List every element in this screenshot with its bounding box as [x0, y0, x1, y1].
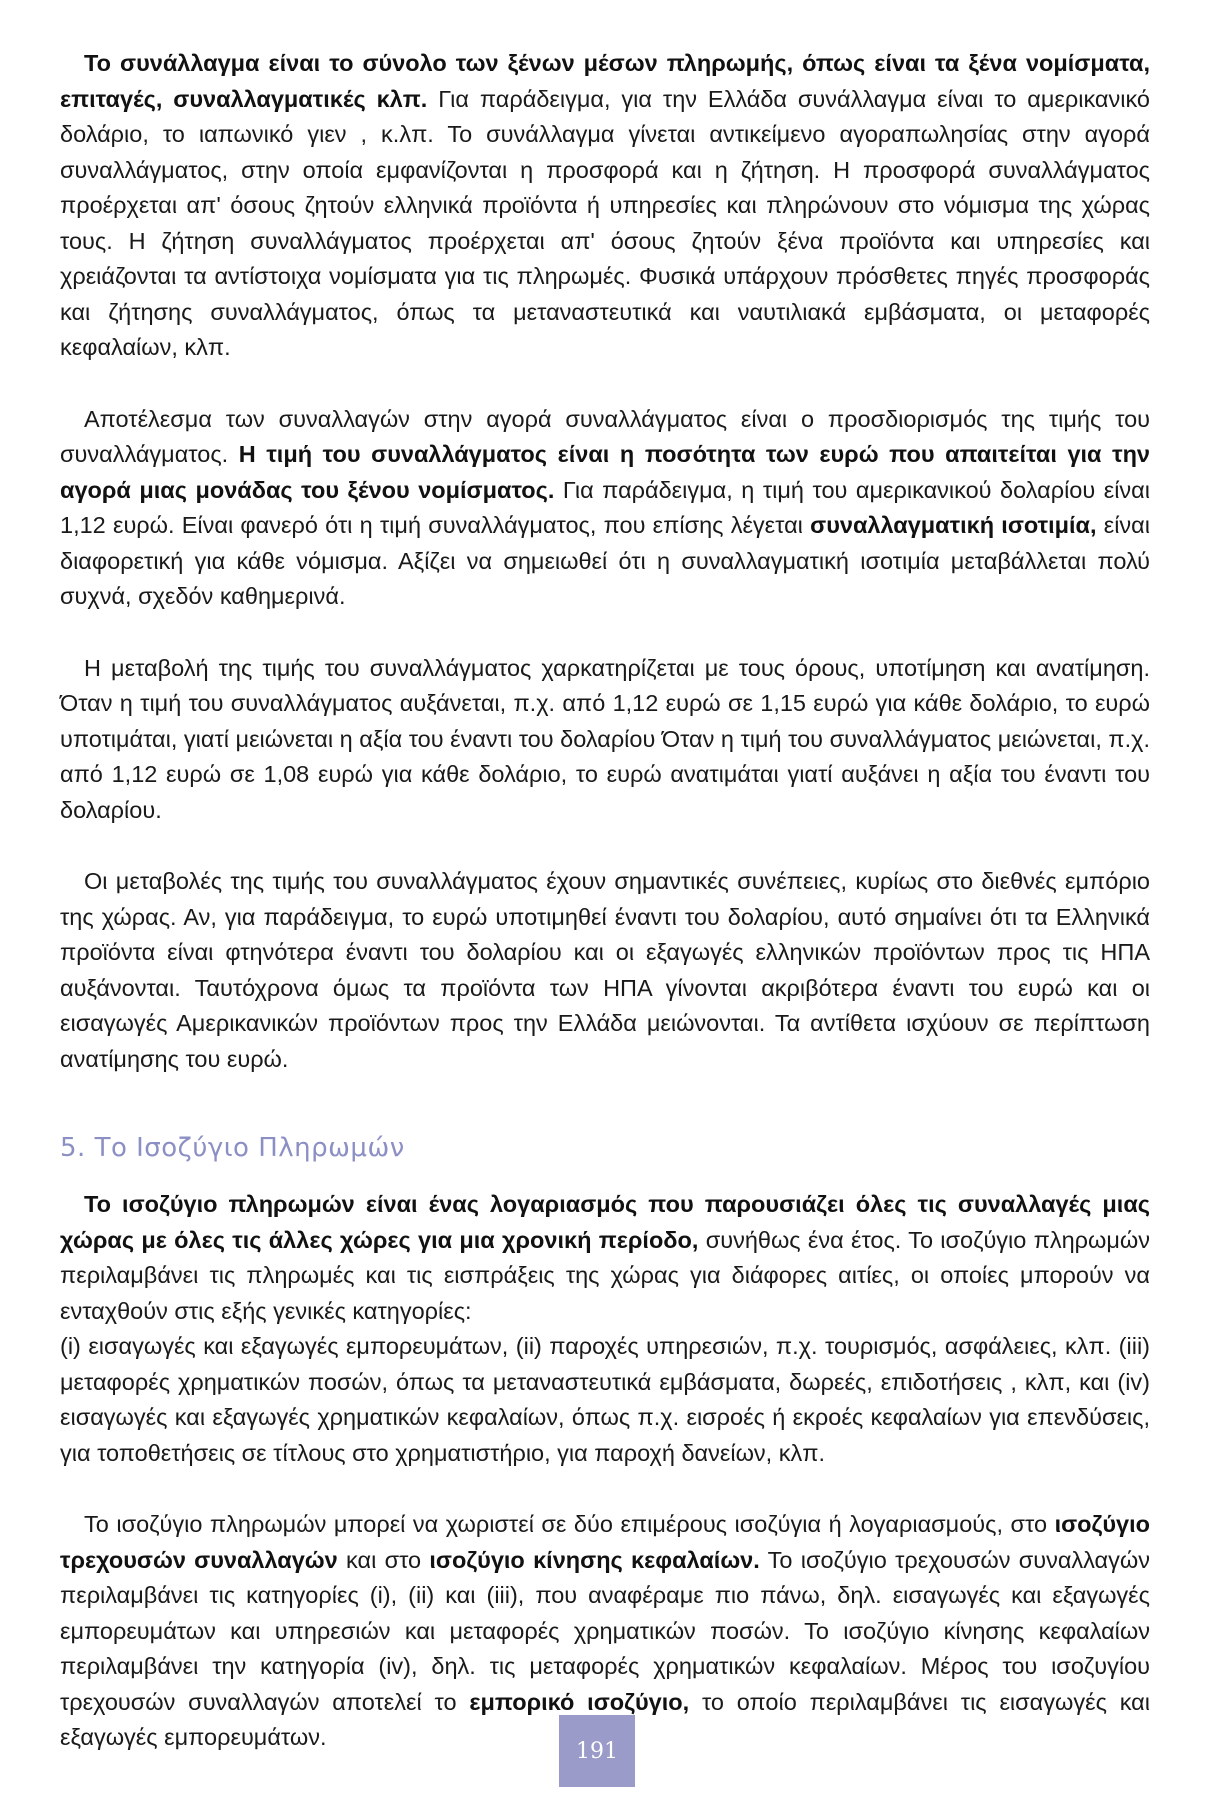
paragraph-text: το οποίο περιλαμβάνει τις εισαγωγές και εξαγωγές εμπορευμάτων.: [60, 1688, 1150, 1750]
bold-term-exchange-rate: συναλλαγματική ισοτιμία,: [810, 512, 1097, 538]
paragraph-consequences: Οι μεταβολές της τιμής του συναλλάγματος έχουν σημαντικές συνέπειες, κυρίως στο διεθνές εμπόριο της χώρας. Αν, για παράδειγμα, το ευρώ υποτιμηθεί έναντι του δολαρίου, αυτό σημαίνει ότι τα Ελληνικά προϊόντα είναι φτηνότερα έναντι του δολαρίου και οι εξαγωγές ελληνικών προϊόντων προς τις ΗΠΑ αυξάνονται. Ταυτόχρονα όμως τα προϊόντα των ΗΠΑ γίνονται ακριβότερα έναντι του ευρώ και οι εισαγωγές Αμερικανικών προϊόντων προς την Ελλάδα μειώνονται. Τα αντίθετα ισχύουν σε περίπτωση ανατίμησης του ευρώ.: [60, 868, 1150, 1072]
paragraph-text: Για παράδειγμα, η τιμή του αμερικανικού δολαρίου είναι 1,12 ευρώ. Είναι φανερό ότι η τιμή συναλλάγματος, που επίσης λέγεται: [60, 476, 1150, 538]
paragraph-text: είναι διαφορετική για κάθε νόμισμα. Αξίζει να σημειωθεί ότι η συναλλαγματική ισοτιμία μεταβάλλεται πολύ συχνά, σχεδόν καθημερινά.: [60, 512, 1150, 609]
page-number-box: [559, 1715, 635, 1787]
page-content: [60, 46, 1150, 1756]
bold-definition: Το συνάλλαγμα είναι το σύνολο των ξένων μέσων πληρωμής, όπως είναι τα ξένα νομίσματα, επιταγές, συναλλαγματικές κλπ.: [60, 50, 1150, 112]
section-title: 5. Το Ισοζύγιο Πληρωμών: [60, 1133, 405, 1163]
category-list: (i) εισαγωγές και εξαγωγές εμπορευμάτων, (ii) παροχές υπηρεσιών, π.χ. τουρισμός, ασφάλειες, κλπ. (iii) μεταφορές χρηματικών ποσών, όπως τα μεταναστευτικά εμβάσματα, δωρεές, επιδοτήσεις , κλπ, και (iv) εισαγωγές και εξαγωγές χρηματικών κεφαλαίων, όπως π.χ. εισροές ή εκροές κεφαλαίων για επενδύσεις, για τοποθετήσεις σε τίτλους στο χρηματιστήριο, για παροχή δανείων, κλπ.: [60, 1333, 1150, 1466]
paragraph-text: συνήθως ένα έτος. Το ισοζύγιο πληρωμών περιλαμβάνει τις πληρωμές και τις εισπράξεις της χώρας για διάφορες αιτίες, οι οποίες μπορούν να ενταχθούν στις εξής γενικές κατηγορίες:: [60, 1226, 1150, 1324]
paragraph-balance-definition: [60, 1187, 1150, 1329]
bold-trade-balance: εμπορικό ισοζύγιο,: [469, 1688, 690, 1715]
page-number: 191: [576, 1738, 618, 1764]
bold-capital-account: ισοζύγιο κίνησης κεφαλαίων.: [429, 1546, 760, 1573]
paragraph-devaluation: Η μεταβολή της τιμής του συναλλάγματος χαρκατηρίζεται με τους όρους, υποτίμηση και ανατίμηση. Όταν η τιμή του συναλλάγματος αυξάνεται, π.χ. από 1,12 ευρώ σε 1,15 ευρώ για κάθε δολάριο, το ευρώ υποτιμάται, γιατί μειώνεται η αξία του έναντι του δολαρίου Όταν η τιμή του συναλλάγματος μειώνεται, π.χ. από 1,12 ευρώ σε 1,08 ευρώ για κάθε δολάριο, το ευρώ ανατιμάται γιατί αυξάνει η αξία του έναντι του δολαρίου.: [60, 654, 1150, 823]
bold-price-definition: Η τιμή του συναλλάγματος είναι η ποσότητα των ευρώ που απαιτείται για την αγορά μιας μονάδας του ξένου νομίσματος.: [60, 441, 1150, 503]
paragraph-text: Το ισοζύγιο τρεχουσών συναλλαγών περιλαμβάνει τις κατηγορίες (i), (ii) και (iii), που αναφέραμε πιο πάνω, δηλ. εισαγωγές και εξαγωγές εμπορευμάτων και υπηρεσιών και μεταφορές χρηματικών ποσών. Το ισοζύγιο κίνησης κεφαλαίων περιλαμβάνει την κατηγορία (iv), δηλ. τις μεταφορές χρηματικών κεφαλαίων. Μέρος του ισοζυγίου τρεχουσών συναλλαγών αποτελεί το: [60, 1546, 1150, 1715]
paragraph-text: Αποτέλεσμα των συναλλαγών στην αγορά συναλλάγματος είναι ο προσδιορισμός της τιμής του συναλλάγματος.: [60, 405, 1150, 467]
paragraph-text: και στο: [337, 1546, 430, 1573]
paragraph-exchange-definition: [60, 46, 1150, 366]
bold-balance-definition: Το ισοζύγιο πληρωμών είναι ένας λογαριασμός που παρουσιάζει όλες τις συναλλαγές μιας χώρας με όλες τις άλλες χώρες για μια χρονική περίοδο,: [60, 1191, 1150, 1253]
paragraph-exchange-price: [60, 402, 1150, 615]
paragraph-text: Για παράδειγμα, για την Ελλάδα συνάλλαγμα είναι το αμερικανικό δολάριο, το ιαπωνικό γιεν , κ.λπ. Το συνάλλαγμα γίνεται αντικείμενο αγοραπωλησίας στην αγορά συναλλάγματος, στην οποία εμφανίζονται η προσφορά και η ζήτηση. Η προσφορά συναλλάγματος προέρχεται απ' όσους ζητούν ελληνικά προϊόντα ή υπηρεσίες και πληρώνουν στο νόμισμα της χώρας τους. Η ζήτηση συναλλάγματος προέρχεται απ' όσους ζητούν ξένα προϊόντα και υπηρεσίες και χρειάζονται τα αντίστοιχα νομίσματα για τις πληρωμές. Φυσικά υπάρχουν πρόσθετες πηγές προσφοράς και ζήτησης συναλλάγματος, όπως τα μεταναστευτικά και ναυτιλιακά εμβάσματα, οι μεταφορές κεφαλαίων, κλπ.: [60, 85, 1150, 360]
paragraph-text: Το ισοζύγιο πληρωμών μπορεί να χωριστεί σε δύο επιμέρους ισοζύγια ή λογαριασμούς, στο: [84, 1511, 1055, 1537]
bold-current-account: ισοζύγιο τρεχουσών συναλλαγών: [60, 1511, 1150, 1573]
